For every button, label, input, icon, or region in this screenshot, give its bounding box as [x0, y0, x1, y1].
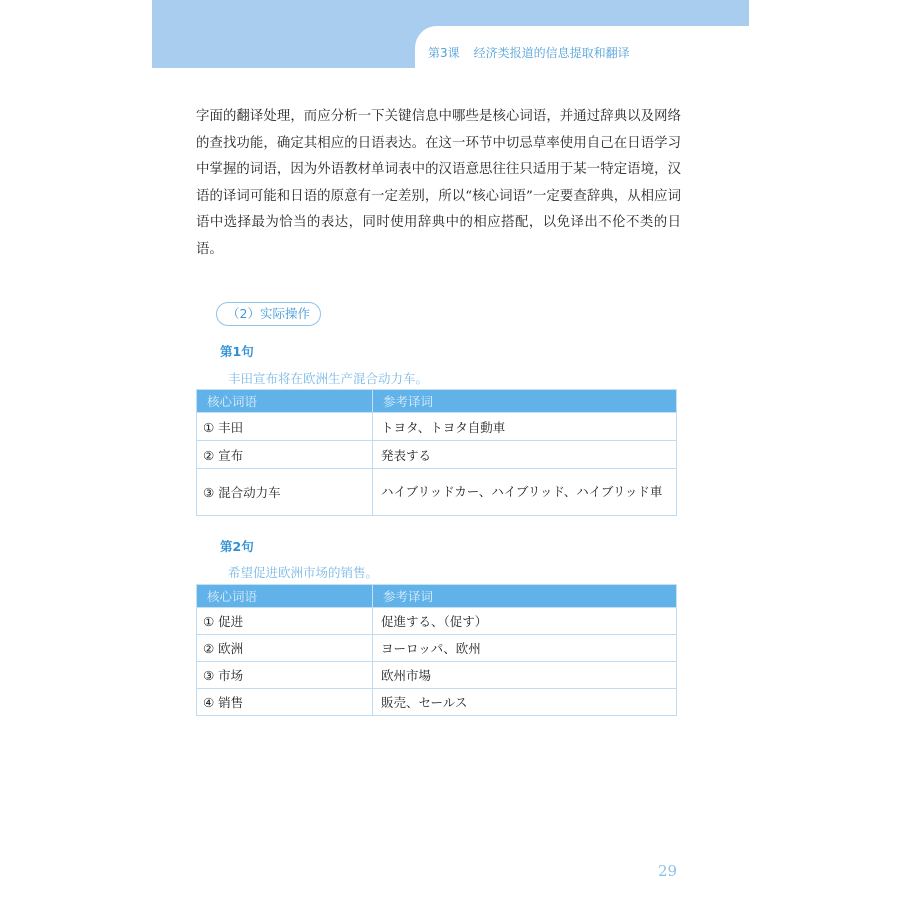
table-header-row [197, 390, 677, 413]
body-paragraph: 字面的翻译处理，而应分析一下关键信息中哪些是核心词语，并通过辞典以及网络的查找功能，确定其相应的日语表达。在这一环节中切忌草率使用自己在日语学习中掌握的词语，因为外语教材单词表中的汉语意思往往只适用于某一特定语境，汉语的译词可能和日语的原意有一定差别，所以“核心词语”一定要查辞典，从相应词语中选择最为恰当的表达，同时使用辞典中的相应搭配，以免译出不伦不类的日语。 [196, 109, 681, 257]
translation-cell: 販売、セールス [373, 689, 677, 716]
translation-cell: 欧州市場 [373, 662, 677, 689]
table-row [197, 413, 677, 441]
header-reference-translation: 参考译词 [373, 585, 677, 608]
sentence-1-text: 丰田宣布将在欧洲生产混合动力车。 [228, 371, 429, 386]
running-header [428, 44, 630, 61]
book-page [152, 0, 749, 900]
header-core-term: 核心词语 [197, 390, 373, 413]
translation-cell: 発表する [373, 441, 677, 469]
table-row [197, 608, 677, 635]
sentence-1-label: 第1句 [220, 344, 254, 359]
translation-cell: ヨーロッパ、欧州 [373, 635, 677, 662]
header-core-term: 核心词语 [197, 585, 373, 608]
table-row [197, 469, 677, 516]
translation-cell: トヨタ、トヨタ自動車 [373, 413, 677, 441]
page-number: 29 [658, 862, 678, 880]
core-term-cell: ③ 混合动力车 [197, 469, 373, 516]
core-term-cell: ② 欧洲 [197, 635, 373, 662]
term-table-2 [196, 584, 677, 716]
table-row [197, 635, 677, 662]
sentence-2-text: 希望促进欧洲市场的销售。 [228, 565, 379, 580]
section-heading: （2）实际操作 [216, 302, 321, 326]
term-table-1 [196, 389, 677, 516]
table-header-row [197, 585, 677, 608]
sentence-2-label: 第2句 [220, 539, 254, 554]
table-row [197, 662, 677, 689]
header-reference-translation: 参考译词 [373, 390, 677, 413]
core-term-cell: ② 宣布 [197, 441, 373, 469]
table-row [197, 441, 677, 469]
core-term-cell: ① 丰田 [197, 413, 373, 441]
body-text [196, 104, 681, 264]
translation-cell: 促進する、（促す） [373, 608, 677, 635]
lesson-number: 第3课 [428, 46, 460, 60]
core-term-cell: ① 促进 [197, 608, 373, 635]
lesson-title: 经济类报道的信息提取和翻译 [473, 46, 630, 60]
table-row [197, 689, 677, 716]
core-term-cell: ④ 销售 [197, 689, 373, 716]
translation-cell: ハイブリッドカー、ハイブリッド、ハイブリッド車 [373, 469, 677, 516]
core-term-cell: ③ 市场 [197, 662, 373, 689]
